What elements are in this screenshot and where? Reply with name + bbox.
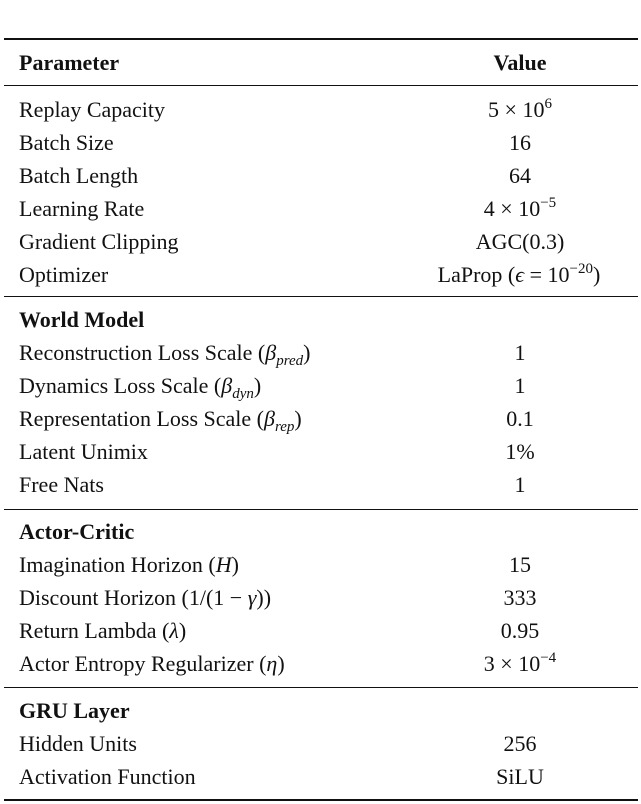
param-name: Hidden Units	[19, 731, 137, 756]
param-value: 16	[509, 130, 531, 155]
table-row	[4, 93, 638, 126]
section-title-gru-layer: GRU Layer	[19, 698, 130, 723]
param-value: $4 \times 10^{-5}$	[483, 195, 557, 221]
param-value: 1	[514, 373, 526, 398]
param-name: Free Nats	[19, 472, 104, 497]
table-row	[4, 258, 638, 291]
param-name: Learning Rate	[19, 196, 145, 221]
header-row	[4, 46, 638, 79]
param-name: Discount Horizon (1/(1 − γ))	[19, 585, 272, 610]
param-value: 333	[503, 585, 537, 610]
table-row	[4, 192, 638, 225]
param-name: Gradient Clipping	[19, 229, 179, 254]
section-rule	[4, 296, 638, 297]
table-row	[4, 760, 638, 793]
table-row	[4, 647, 638, 680]
param-name: Activation Function	[19, 764, 196, 789]
param-value: 0.95	[500, 618, 540, 643]
param-value: 1	[514, 472, 526, 497]
param-value: 0.1	[506, 406, 534, 431]
section-rule	[4, 509, 638, 510]
param-value: 64	[509, 163, 531, 188]
table-row	[4, 614, 638, 647]
param-value: 1	[514, 340, 526, 365]
param-value: AGC(0.3)	[475, 229, 565, 254]
section-rule	[4, 687, 638, 688]
param-value: $5 \times 10^6$	[488, 96, 552, 122]
header-rule	[4, 85, 638, 86]
param-name: Representation Loss Scale $(\beta_{rep})$	[19, 406, 302, 435]
param-value: LaProp $(\epsilon = 10^{-20})$	[437, 261, 601, 287]
table-row	[4, 159, 638, 192]
bottom-rule	[4, 799, 638, 801]
param-name: Dynamics Loss Scale $(\beta_{dyn})$	[19, 373, 262, 402]
table-row	[4, 402, 638, 435]
table-row	[4, 727, 638, 760]
param-name: Batch Size	[19, 130, 114, 155]
table-row	[4, 581, 638, 614]
table-row	[4, 126, 638, 159]
param-name: Latent Unimix	[19, 439, 148, 464]
param-name: Actor Entropy Regularizer (η)	[19, 651, 285, 676]
table-row	[4, 336, 638, 369]
param-value: 15	[509, 552, 531, 577]
table-row	[4, 468, 638, 501]
param-value: SiLU	[496, 764, 544, 789]
param-name: Reconstruction Loss Scale $(\beta_{pred})$	[19, 340, 311, 369]
param-name: Batch Length	[19, 163, 139, 188]
header-value: Value	[493, 50, 547, 75]
header-parameter: Parameter	[19, 50, 120, 75]
param-name: Return Lambda (λ)	[19, 618, 187, 643]
top-rule	[4, 38, 638, 40]
param-value: $3 \times 10^{-4}$	[483, 650, 557, 676]
table-row	[4, 225, 638, 258]
table-row	[4, 435, 638, 468]
table-row	[4, 369, 638, 402]
param-name: Imagination Horizon (H)	[19, 552, 239, 577]
param-value: 1%	[505, 439, 535, 464]
table-row	[4, 548, 638, 581]
param-name: Replay Capacity	[19, 97, 166, 122]
section-title-actor-critic: Actor-Critic	[19, 519, 135, 544]
param-name: Optimizer	[19, 262, 109, 287]
param-value: 256	[503, 731, 537, 756]
section-title-world-model: World Model	[19, 307, 145, 332]
